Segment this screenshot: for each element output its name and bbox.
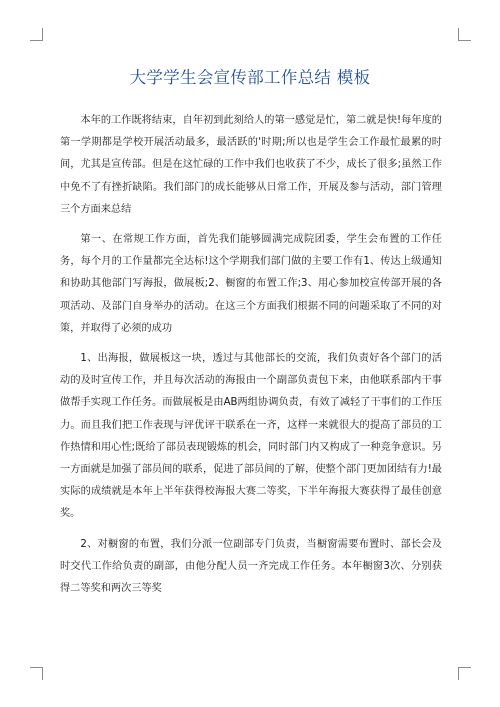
page-corner-mark-bottom-right: [458, 667, 471, 680]
document-title: 大学学生会宣传部工作总结 模板: [129, 68, 371, 87]
paragraph: 本年的工作既将结束，自年初到此刻给人的第一感觉是忙，第二就是快!每年度的第一学期都是学校开展活动最多，最活跃的'时期;所以也是学生会工作最忙最累的时间，尤其是宣传部。但是在这忙碌的工作中我们也收获了不少，成长了很多;虽然工作中免不了有挫折缺陷。我们部门的成长能够从日常工作，开展及参与活动，部门管理三个方面来总结: [60, 115, 442, 215]
paragraph: 2、对橱窗的布置，我们分派一位副部专门负责，当橱窗需要布置时、部长会及时交代工作给负责的副部，由他分配人员一齐完成工作任务。本年橱窗3次、分别获得二等奖和两次三等奖: [60, 538, 442, 595]
paragraph: 1、出海报，做展板这一块，透过与其他部长的交流，我们负责好各个部门的活动的及时宣传工作，并且每次活动的海报由一个副部负责包下来，由他联系部内干事做帮手实现工作任务。而做展板是由AB两组协调负责，有效了减轻了干事们的工作压力。而且我们把工作表现与评优评干联系在一齐，这样一来就很大的提高了部员的工作热情和用心性;既给了部员表现锻炼的机会，同时部门内又构成了一种竞争意识。另一方面就是加强了部员间的联系，促进了部员间的了解，使整个部门更加团结有力!最实际的成绩就是本年上半年获得校海报大赛二等奖，下半年海报大赛获得了最佳创意奖。: [60, 353, 442, 520]
page-corner-mark-top-left: [30, 28, 43, 41]
document-body: [60, 110, 442, 608]
paragraph: 第一、在常规工作方面，首先我们能够圆满完成院团委，学生会布置的工作任务，每个月的工作量都完全达标!这个学期我们部门做的主要工作有1、传达上级通知和协助其他部门写海报，做展板;2、橱窗的布置工作;3、用心参加校宣传部开展的各项活动、及部门自身举办的活动。在这三个方面我们根据不同的问题采取了不同的对策，并取得了必须的成功: [60, 234, 442, 334]
page-corner-mark-bottom-left: [30, 667, 43, 680]
page-corner-mark-top-right: [458, 28, 471, 41]
